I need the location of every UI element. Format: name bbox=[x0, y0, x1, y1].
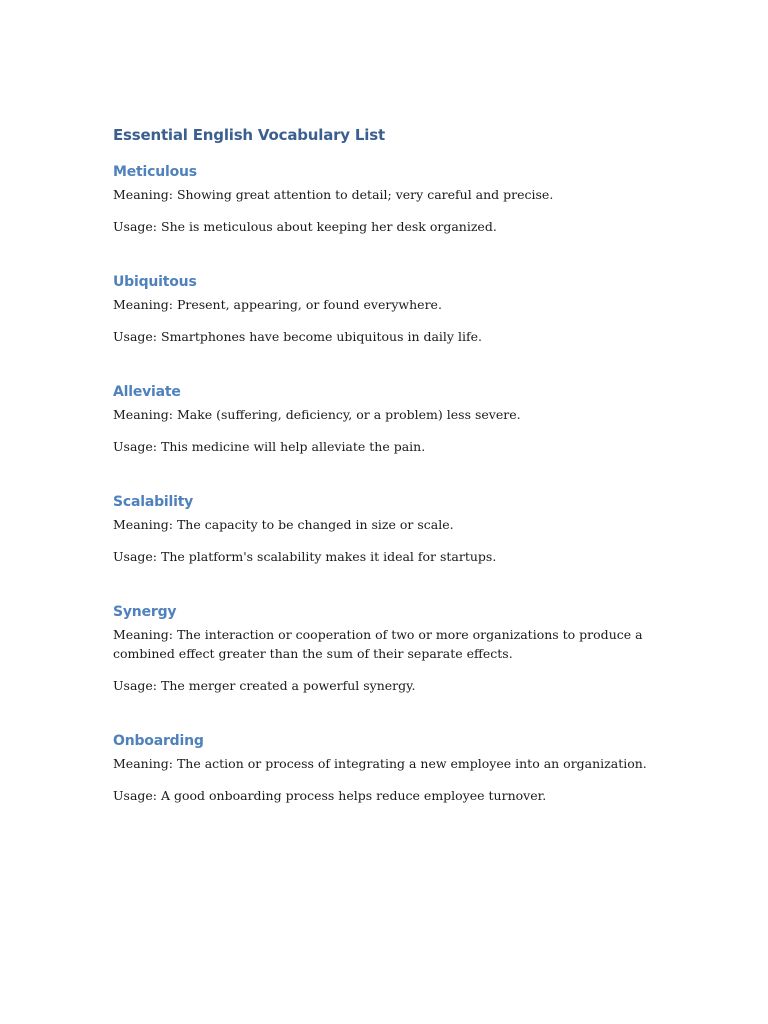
vocab-usage bbox=[113, 547, 653, 566]
meaning-label: Meaning: bbox=[113, 187, 177, 202]
vocab-term: Onboarding bbox=[113, 733, 204, 749]
vocab-meaning bbox=[113, 295, 653, 314]
meaning-label: Meaning: bbox=[113, 517, 177, 532]
vocab-usage bbox=[113, 676, 653, 695]
usage-label: Usage: bbox=[113, 678, 161, 693]
vocab-meaning bbox=[113, 515, 653, 534]
usage-label: Usage: bbox=[113, 788, 161, 803]
usage-label: Usage: bbox=[113, 549, 161, 564]
meaning-text: The action or process of integrating a new employee into an organization. bbox=[176, 756, 647, 771]
meaning-label: Meaning: bbox=[113, 627, 177, 642]
vocab-entry-synergy bbox=[113, 602, 653, 695]
vocab-term: Synergy bbox=[113, 604, 177, 620]
vocab-meaning bbox=[113, 185, 653, 204]
vocab-usage bbox=[113, 786, 653, 805]
meaning-text: The interaction or cooperation of two or more organizations to produce a combined effect greater than the sum of their separate effects. bbox=[113, 627, 643, 661]
meaning-label: Meaning: bbox=[113, 407, 177, 422]
vocab-usage bbox=[113, 437, 653, 456]
vocab-entry-ubiquitous bbox=[113, 272, 653, 346]
meaning-text: The capacity to be changed in size or scale. bbox=[176, 517, 454, 532]
vocab-term: Ubiquitous bbox=[113, 274, 197, 290]
vocab-meaning bbox=[113, 754, 653, 773]
meaning-text: Showing great attention to detail; very careful and precise. bbox=[176, 187, 554, 202]
vocab-term: Alleviate bbox=[113, 384, 181, 400]
vocab-entry-meticulous bbox=[113, 162, 653, 236]
vocab-meaning bbox=[113, 405, 653, 424]
usage-text: A good onboarding process helps reduce employee turnover. bbox=[161, 788, 547, 803]
usage-label: Usage: bbox=[113, 329, 161, 344]
usage-label: Usage: bbox=[113, 439, 161, 454]
usage-text: She is meticulous about keeping her desk organized. bbox=[161, 219, 497, 234]
vocab-meaning bbox=[113, 625, 653, 663]
usage-text: Smartphones have become ubiquitous in daily life. bbox=[161, 329, 482, 344]
meaning-text: Present, appearing, or found everywhere. bbox=[176, 297, 442, 312]
document-title: Essential English Vocabulary List bbox=[113, 126, 385, 144]
usage-label: Usage: bbox=[113, 219, 161, 234]
vocab-entry-alleviate bbox=[113, 382, 653, 456]
usage-text: The merger created a powerful synergy. bbox=[161, 678, 416, 693]
usage-text: This medicine will help alleviate the pain. bbox=[161, 439, 426, 454]
vocab-usage bbox=[113, 327, 653, 346]
vocab-term: Scalability bbox=[113, 494, 194, 510]
meaning-label: Meaning: bbox=[113, 756, 177, 771]
meaning-text: Make (suffering, deficiency, or a problem) less severe. bbox=[176, 407, 521, 422]
usage-text: The platform's scalability makes it ideal for startups. bbox=[161, 549, 497, 564]
meaning-label: Meaning: bbox=[113, 297, 177, 312]
vocab-usage bbox=[113, 217, 653, 236]
vocab-entry-onboarding bbox=[113, 731, 653, 805]
vocab-entry-scalability bbox=[113, 492, 653, 566]
vocab-term: Meticulous bbox=[113, 164, 197, 180]
document-page bbox=[113, 124, 653, 841]
